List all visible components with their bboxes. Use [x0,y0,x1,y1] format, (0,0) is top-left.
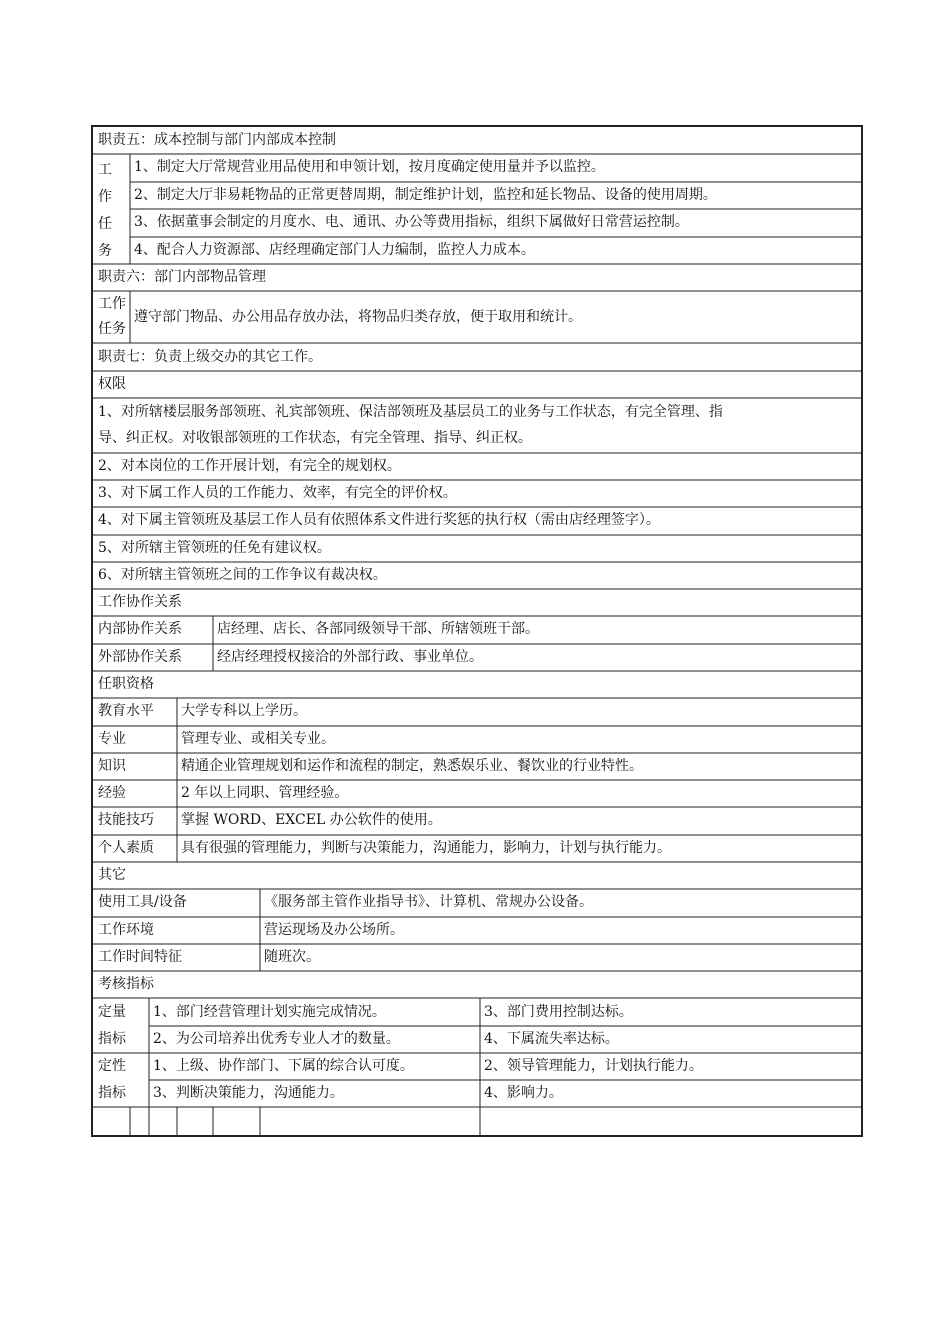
duty5-item-4: 4、配合人力资源部、店经理确定部门人力编制，监控人力成本。 [134,242,535,258]
cooperation-internal-label: 内部协作关系 [98,621,182,637]
authority-item-1-line1: 1、对所辖楼层服务部领班、礼宾部领班、保洁部领班及基层员工的业务与工作状态，有完全管理、指 [98,404,723,420]
other-worktime-value: 随班次。 [264,949,320,965]
job-description-table [91,125,863,1137]
assessment-quant-label2: 指标 [98,1031,126,1047]
authority-title: 权限 [98,376,126,392]
qualification-skills-value: 掌握 WORD、EXCEL 办公软件的使用。 [181,812,442,828]
authority-item-4: 4、对下属主管领班及基层工作人员有依照体系文件进行奖惩的执行权（需由店经理签字）。 [98,512,660,528]
assessment-quant-label1: 定量 [98,1004,126,1020]
duty5-item-3: 3、依据董事会制定的月度水、电、通讯、办公等费用指标，组织下属做好日常营运控制。 [134,214,689,230]
assessment-quant-item-1: 1、部门经营管理计划实施完成情况。 [153,1004,386,1020]
other-tools-value: 《服务部主管作业指导书》、计算机、常规办公设备。 [264,894,593,910]
qualification-major-value: 管理专业、或相关专业。 [181,731,335,747]
duty5-item-2: 2、制定大厅非易耗物品的正常更替周期，制定维护计划，监控和延长物品、设备的使用周期。 [134,187,717,203]
assessment-qual-item-4: 4、影响力。 [484,1085,563,1101]
assessment-title: 考核指标 [98,976,154,992]
qualification-title: 任职资格 [98,676,154,692]
qualification-knowledge-label: 知识 [98,758,126,774]
duty6-label-line2: 任务 [98,321,126,337]
duty5-item-1: 1、制定大厅常规营业用品使用和申领计划，按月度确定使用量并予以监控。 [134,159,605,175]
duty6-title: 职责六：部门内部物品管理 [98,269,266,285]
assessment-qual-label1: 定性 [98,1058,126,1074]
qualification-personal-label: 个人素质 [98,840,154,856]
other-environment-label: 工作环境 [98,922,154,938]
authority-item-5: 5、对所辖主管领班的任免有建议权。 [98,540,331,556]
qualification-experience-value: 2 年以上同职、管理经验。 [181,785,349,801]
assessment-qual-item-3: 3、判断决策能力，沟通能力。 [153,1085,344,1101]
assessment-quant-item-4: 4、下属流失率达标。 [484,1031,619,1047]
authority-item-3: 3、对下属工作人员的工作能力、效率，有完全的评价权。 [98,485,457,501]
duty7-title: 职责七：负责上级交办的其它工作。 [98,349,322,365]
assessment-quant-item-2: 2、为公司培养出优秀专业人才的数量。 [153,1031,400,1047]
assessment-quant-item-3: 3、部门费用控制达标。 [484,1004,633,1020]
qualification-knowledge-value: 精通企业管理规划和运作和流程的制定，熟悉娱乐业、餐饮业的行业特性。 [181,758,643,774]
cooperation-internal-value: 店经理、店长、各部同级领导干部、所辖领班干部。 [217,621,539,637]
duty6-label-line1: 工作 [98,296,126,312]
other-worktime-label: 工作时间特征 [98,949,182,965]
qualification-major-label: 专业 [98,731,126,747]
qualification-skills-label: 技能技巧 [98,812,154,828]
authority-item-2: 2、对本岗位的工作开展计划，有完全的规划权。 [98,458,401,474]
qualification-education-label: 教育水平 [98,703,154,719]
cooperation-title: 工作协作关系 [98,594,182,610]
table-content [93,127,861,1135]
qualification-personal-value: 具有很强的管理能力，判断与决策能力，沟通能力，影响力，计划与执行能力。 [181,840,671,856]
assessment-qual-item-1: 1、上级、协作部门、下属的综合认可度。 [153,1058,414,1074]
duty5-label-char: 工 [98,162,112,178]
qualification-education-value: 大学专科以上学历。 [181,703,307,719]
authority-item-6: 6、对所辖主管领班之间的工作争议有裁决权。 [98,567,387,583]
other-title: 其它 [98,867,126,883]
other-tools-label: 使用工具/设备 [98,894,187,910]
duty5-label-char: 作 [98,189,112,205]
duty5-label [95,157,121,265]
cooperation-external-label: 外部协作关系 [98,649,182,665]
duty5-label-char: 务 [98,243,112,259]
other-environment-value: 营运现场及办公场所。 [264,922,404,938]
authority-item-1-line2: 导、纠正权。对收银部领班的工作状态，有完全管理、指导、纠正权。 [98,430,532,446]
duty5-label-char: 任 [98,216,112,232]
assessment-qual-label2: 指标 [98,1085,126,1101]
qualification-experience-label: 经验 [98,785,126,801]
assessment-qual-item-2: 2、领导管理能力，计划执行能力。 [484,1058,703,1074]
duty6-text: 遵守部门物品、办公用品存放办法，将物品归类存放，便于取用和统计。 [134,309,582,325]
duty5-title: 职责五：成本控制与部门内部成本控制 [98,132,336,148]
cooperation-external-value: 经店经理授权接洽的外部行政、事业单位。 [217,649,483,665]
